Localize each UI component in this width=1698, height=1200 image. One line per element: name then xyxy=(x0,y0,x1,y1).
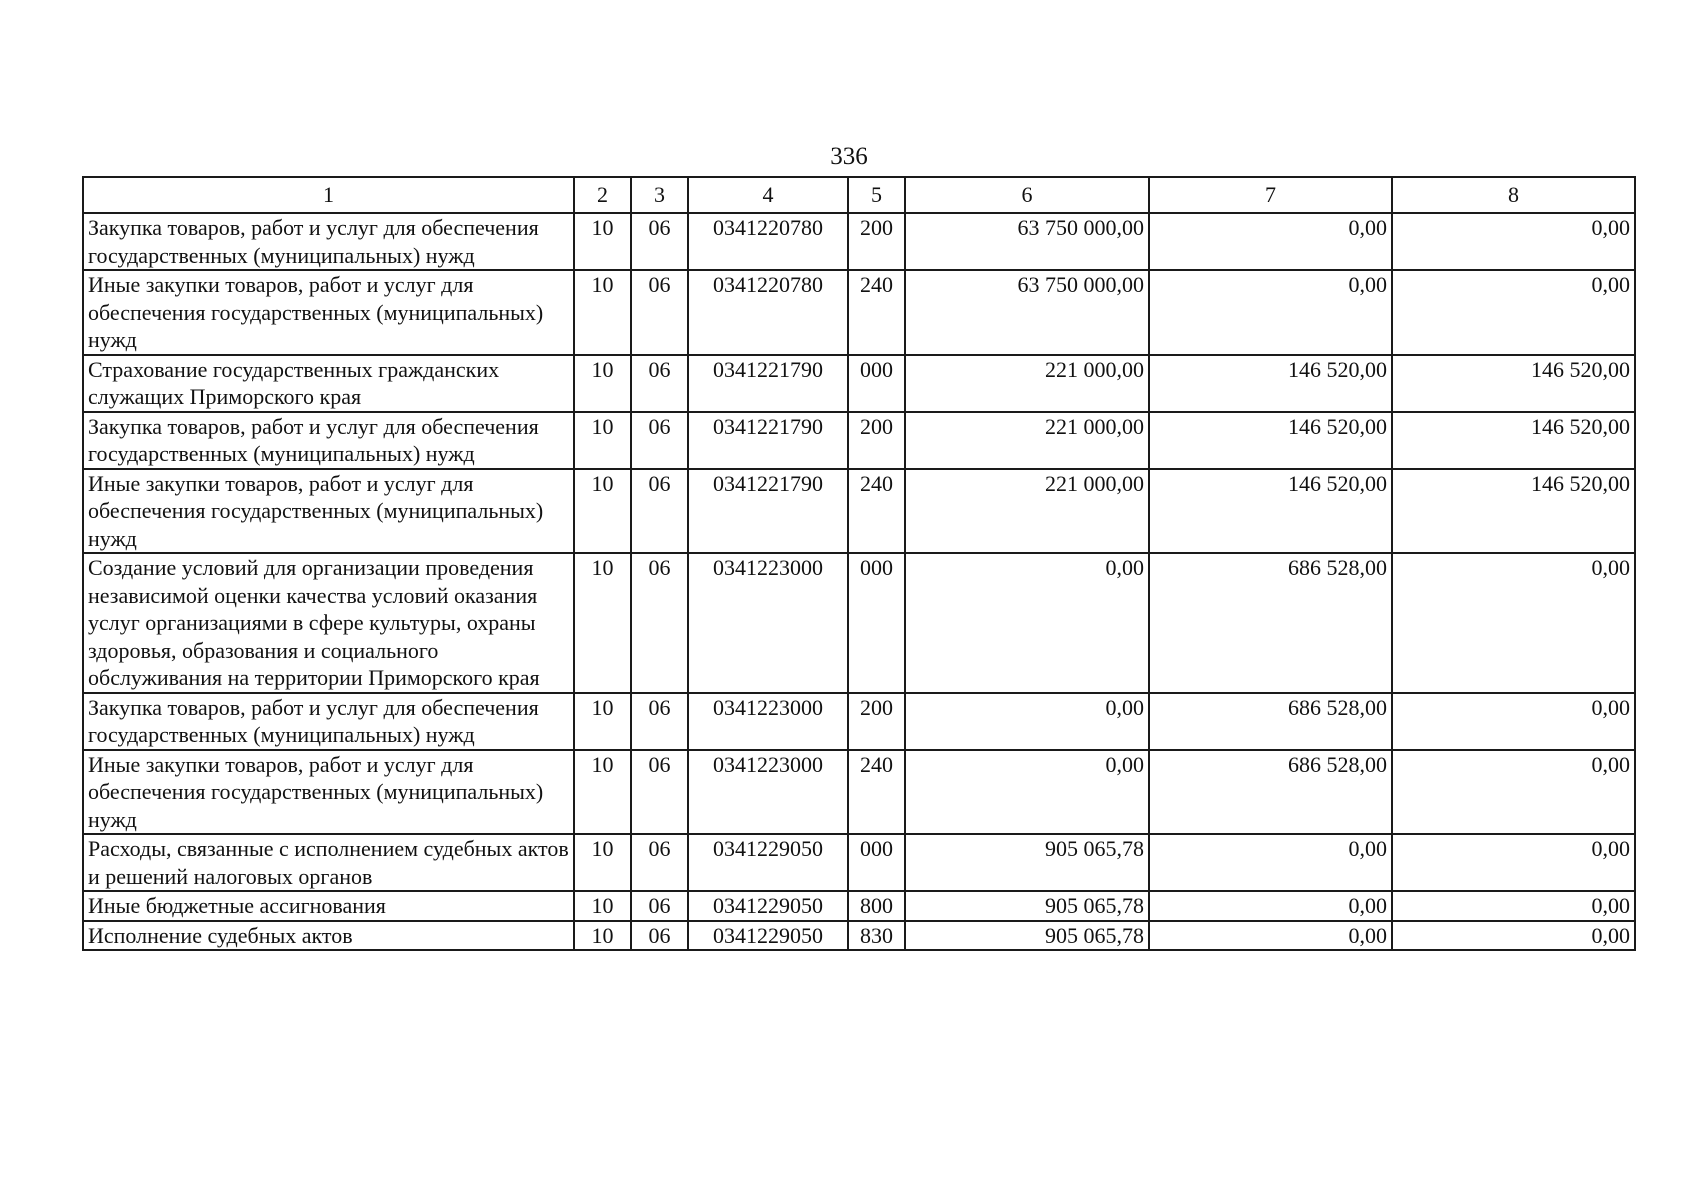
amount-col-7: 686 528,00 xyxy=(1149,750,1392,835)
target-article-code: 0341229050 xyxy=(688,891,848,921)
section-code: 10 xyxy=(574,553,631,693)
target-article-code: 0341221790 xyxy=(688,469,848,554)
amount-col-6: 905 065,78 xyxy=(905,834,1149,891)
table-row xyxy=(83,213,1635,270)
table-row xyxy=(83,834,1635,891)
subsection-code: 06 xyxy=(631,921,688,951)
table-row xyxy=(83,891,1635,921)
subsection-code: 06 xyxy=(631,355,688,412)
amount-col-7: 0,00 xyxy=(1149,213,1392,270)
amount-col-8: 146 520,00 xyxy=(1392,412,1635,469)
subsection-code: 06 xyxy=(631,834,688,891)
amount-col-7: 146 520,00 xyxy=(1149,355,1392,412)
row-name: Закупка товаров, работ и услуг для обеспечения государственных (муниципальных) нужд xyxy=(83,412,574,469)
row-name: Закупка товаров, работ и услуг для обеспечения государственных (муниципальных) нужд xyxy=(83,693,574,750)
expense-type-code: 240 xyxy=(848,469,905,554)
subsection-code: 06 xyxy=(631,213,688,270)
row-name: Создание условий для организации проведения независимой оценки качества условий оказания услуг организациями в сфере культуры, охраны здоровья, образования и социального обслуживания на территории Приморского края xyxy=(83,553,574,693)
header-row xyxy=(83,177,1635,213)
amount-col-8: 146 520,00 xyxy=(1392,469,1635,554)
subsection-code: 06 xyxy=(631,412,688,469)
amount-col-8: 0,00 xyxy=(1392,891,1635,921)
amount-col-6: 905 065,78 xyxy=(905,891,1149,921)
table-row xyxy=(83,921,1635,951)
amount-col-7: 146 520,00 xyxy=(1149,412,1392,469)
expense-type-code: 000 xyxy=(848,834,905,891)
subsection-code: 06 xyxy=(631,891,688,921)
amount-col-7: 686 528,00 xyxy=(1149,693,1392,750)
target-article-code: 0341223000 xyxy=(688,750,848,835)
subsection-code: 06 xyxy=(631,693,688,750)
amount-col-6: 0,00 xyxy=(905,553,1149,693)
page-number: 336 xyxy=(830,143,868,170)
section-code: 10 xyxy=(574,412,631,469)
section-code: 10 xyxy=(574,750,631,835)
amount-col-8: 0,00 xyxy=(1392,750,1635,835)
table-row xyxy=(83,469,1635,554)
expense-type-code: 800 xyxy=(848,891,905,921)
amount-col-7: 0,00 xyxy=(1149,891,1392,921)
amount-col-6: 0,00 xyxy=(905,693,1149,750)
column-header-7: 7 xyxy=(1149,177,1392,213)
column-header-4: 4 xyxy=(688,177,848,213)
amount-col-6: 63 750 000,00 xyxy=(905,213,1149,270)
expense-type-code: 000 xyxy=(848,355,905,412)
expense-type-code: 240 xyxy=(848,750,905,835)
amount-col-7: 0,00 xyxy=(1149,834,1392,891)
amount-col-7: 146 520,00 xyxy=(1149,469,1392,554)
amount-col-8: 0,00 xyxy=(1392,553,1635,693)
target-article-code: 0341229050 xyxy=(688,834,848,891)
amount-col-8: 146 520,00 xyxy=(1392,355,1635,412)
amount-col-8: 0,00 xyxy=(1392,693,1635,750)
amount-col-6: 905 065,78 xyxy=(905,921,1149,951)
row-name: Исполнение судебных актов xyxy=(83,921,574,951)
subsection-code: 06 xyxy=(631,750,688,835)
table-row xyxy=(83,355,1635,412)
subsection-code: 06 xyxy=(631,270,688,355)
section-code: 10 xyxy=(574,834,631,891)
amount-col-8: 0,00 xyxy=(1392,270,1635,355)
table-row xyxy=(83,553,1635,693)
target-article-code: 0341221790 xyxy=(688,412,848,469)
row-name: Иные закупки товаров, работ и услуг для обеспечения государственных (муниципальных) нужд xyxy=(83,750,574,835)
section-code: 10 xyxy=(574,921,631,951)
row-name: Расходы, связанные с исполнением судебных актов и решений налоговых органов xyxy=(83,834,574,891)
amount-col-6: 221 000,00 xyxy=(905,469,1149,554)
amount-col-7: 686 528,00 xyxy=(1149,553,1392,693)
expense-type-code: 200 xyxy=(848,213,905,270)
expense-type-code: 200 xyxy=(848,693,905,750)
column-header-8: 8 xyxy=(1392,177,1635,213)
expense-type-code: 830 xyxy=(848,921,905,951)
section-code: 10 xyxy=(574,891,631,921)
amount-col-8: 0,00 xyxy=(1392,834,1635,891)
row-name: Иные бюджетные ассигнования xyxy=(83,891,574,921)
row-name: Иные закупки товаров, работ и услуг для обеспечения государственных (муниципальных) нужд xyxy=(83,469,574,554)
table-row xyxy=(83,412,1635,469)
table-row xyxy=(83,270,1635,355)
section-code: 10 xyxy=(574,213,631,270)
amount-col-6: 63 750 000,00 xyxy=(905,270,1149,355)
target-article-code: 0341223000 xyxy=(688,553,848,693)
budget-table xyxy=(82,176,1636,951)
target-article-code: 0341220780 xyxy=(688,270,848,355)
amount-col-6: 221 000,00 xyxy=(905,355,1149,412)
amount-col-8: 0,00 xyxy=(1392,921,1635,951)
amount-col-7: 0,00 xyxy=(1149,921,1392,951)
row-name: Закупка товаров, работ и услуг для обеспечения государственных (муниципальных) нужд xyxy=(83,213,574,270)
column-header-6: 6 xyxy=(905,177,1149,213)
expense-type-code: 200 xyxy=(848,412,905,469)
column-header-5: 5 xyxy=(848,177,905,213)
amount-col-6: 0,00 xyxy=(905,750,1149,835)
amount-col-8: 0,00 xyxy=(1392,213,1635,270)
table-row xyxy=(83,693,1635,750)
section-code: 10 xyxy=(574,270,631,355)
row-name: Иные закупки товаров, работ и услуг для обеспечения государственных (муниципальных) нужд xyxy=(83,270,574,355)
target-article-code: 0341229050 xyxy=(688,921,848,951)
section-code: 10 xyxy=(574,355,631,412)
column-header-3: 3 xyxy=(631,177,688,213)
expense-type-code: 000 xyxy=(848,553,905,693)
expense-type-code: 240 xyxy=(848,270,905,355)
subsection-code: 06 xyxy=(631,553,688,693)
column-header-2: 2 xyxy=(574,177,631,213)
target-article-code: 0341223000 xyxy=(688,693,848,750)
target-article-code: 0341221790 xyxy=(688,355,848,412)
target-article-code: 0341220780 xyxy=(688,213,848,270)
amount-col-6: 221 000,00 xyxy=(905,412,1149,469)
subsection-code: 06 xyxy=(631,469,688,554)
row-name: Страхование государственных гражданских служащих Приморского края xyxy=(83,355,574,412)
column-header-1: 1 xyxy=(83,177,574,213)
amount-col-7: 0,00 xyxy=(1149,270,1392,355)
section-code: 10 xyxy=(574,469,631,554)
table-row xyxy=(83,750,1635,835)
section-code: 10 xyxy=(574,693,631,750)
